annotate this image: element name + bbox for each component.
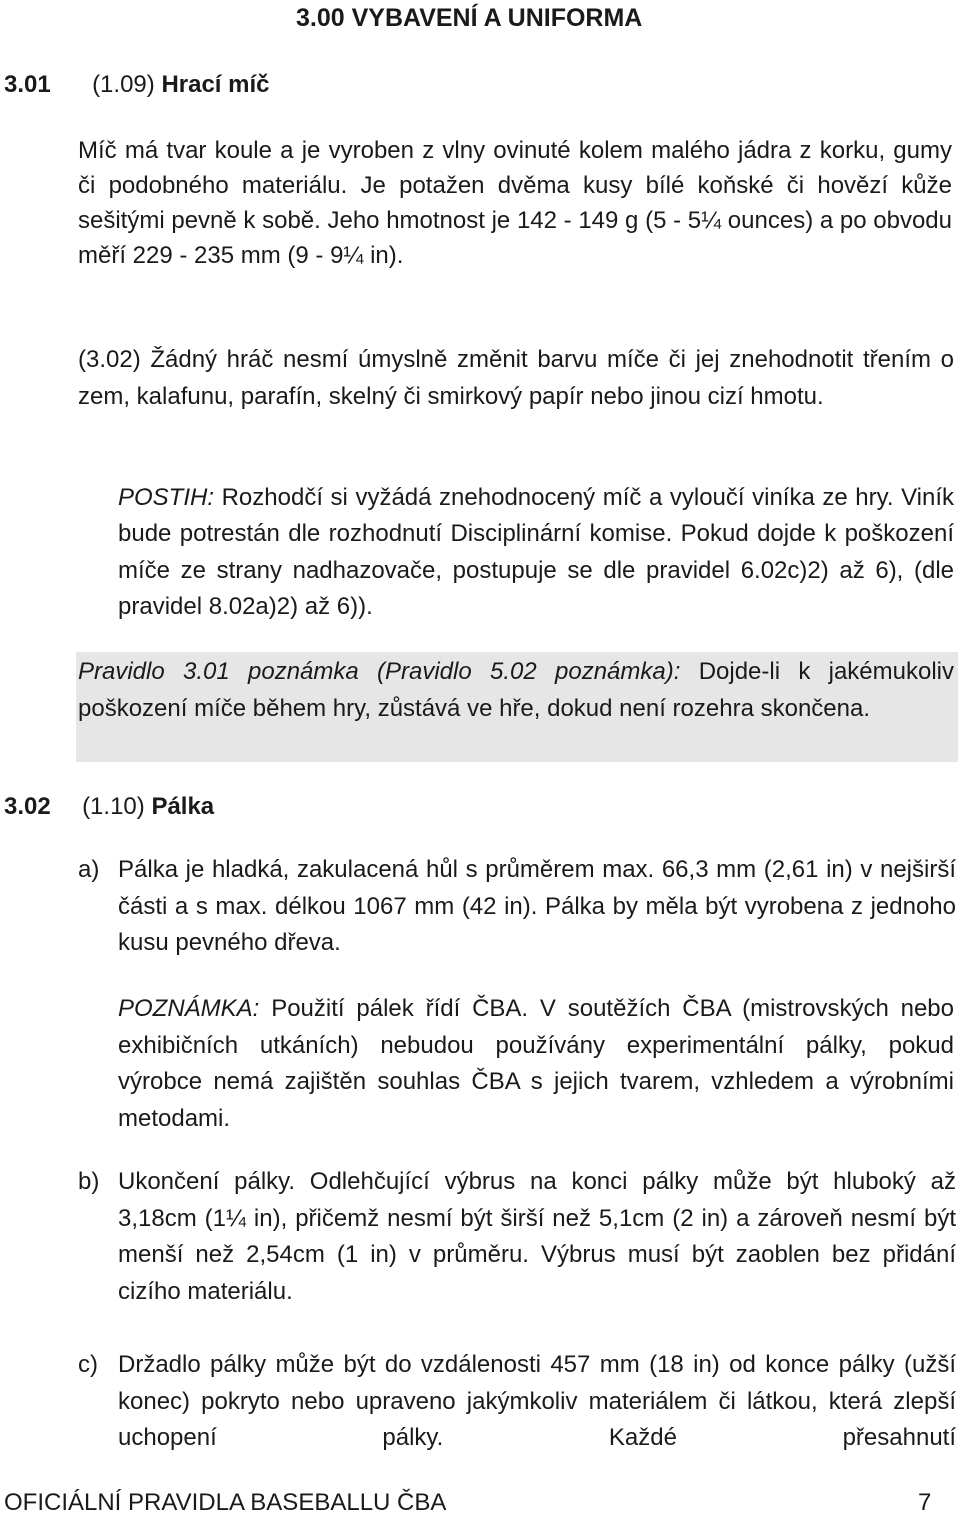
footer-title: OFICIÁLNÍ PRAVIDLA BASEBALLU ČBA xyxy=(4,1489,447,1516)
list-item-text: Pálka je hladká, zakulacená hůl s průměrem max. 66,3 mm (2,61 in) v nejširší části a s max. délkou 1067 mm (42 in). Pálka by měla být vyrobena z jednoho kusu pevného dřeva. xyxy=(118,856,956,956)
section-number: 3.01 xyxy=(4,71,51,98)
penalty-label: POSTIH: xyxy=(118,484,215,511)
list-item-text: Ukončení pálky. Odlehčující výbrus na konci pálky může být hluboký až 3,18cm (1¼ in), přičemž nesmí být širší než 5,1cm (2 in) a zároveň nesmí být menší než 2,54cm (1 in) v průměru. Výbrus musí být zaoblen bez přidání cizího materiálu. xyxy=(118,1168,956,1305)
section-ref: (1.09) xyxy=(92,71,155,98)
list-item-b xyxy=(78,1164,956,1314)
ball-description-paragraph: Míč má tvar koule a je vyroben z vlny ovinuté kolem malého jádra z korku, gumy či podobného materiálu. Je potažen dvěma kusy bílé koňské či hovězí kůže sešitými pevně k sobě. Jeho hmotnost je 142 - 149 g (5 - 5¼ ounces) a po obvodu měří 229 - 235 mm (9 - 9¼ in). xyxy=(78,137,952,269)
penalty-text: Rozhodčí si vyžádá znehodnocený míč a vyloučí viníka ze hry. Viník bude potrestán dle rozhodnutí Disciplinární komise. Pokud dojde k poškození míče ze strany nadhazovače, postupuje se dle pravidel 6.02c)2) až 6), (dle pravidel 8.02a)2) až 6)). xyxy=(118,484,955,620)
section-heading-301 xyxy=(4,71,270,99)
section-title: Hrací míč xyxy=(161,71,270,98)
section-heading-302 xyxy=(4,793,214,821)
list-letter: a) xyxy=(78,856,100,883)
list-letter: c) xyxy=(78,1351,98,1378)
section-title: Pálka xyxy=(151,793,215,820)
rule-note xyxy=(78,653,954,727)
list-item-text: Držadlo pálky může být do vzdálenosti 457 mm (18 in) od konce pálky (užší konec) pokryto nebo upraveno jakýmkoliv materiálem či látkou, která zlepší uchopení pálky. Každé přesahnutí xyxy=(118,1351,956,1451)
section-number: 3.02 xyxy=(4,793,51,820)
list-item-a xyxy=(78,852,956,964)
list-letter: b) xyxy=(78,1168,100,1195)
rule-note-box xyxy=(76,652,958,762)
bat-note-label: POZNÁMKA: xyxy=(118,995,260,1022)
bat-note-text: Použití pálek řídí ČBA. V soutěžích ČBA (mistrovských nebo exhibičních utkáních) nebudou používány experimentální pálky, pokud výrobce nemá zajištěn souhlas ČBA s jejich tvarem, vzhledem a výrobními metodami. xyxy=(118,995,954,1132)
bat-note xyxy=(118,991,954,1137)
section-ref: (1.10) xyxy=(82,793,145,820)
list-item-c xyxy=(78,1347,956,1461)
rule-note-text: Dojde-li k jakémukoliv poškození míče během hry, zůstává ve hře, dokud není rozehra skončena. xyxy=(78,658,955,722)
chapter-heading: 3.00 VYBAVENÍ A UNIFORMA xyxy=(296,4,643,32)
ball-tampering-paragraph: (3.02) Žádný hráč nesmí úmyslně změnit barvu míče či jej znehodnotit třením o zem, kalafunu, parafín, skelný či smirkový papír nebo jinou cizí hmotu. xyxy=(78,346,954,410)
page-number: 7 xyxy=(918,1489,932,1516)
rule-note-label: Pravidlo 3.01 poznámka (Pravidlo 5.02 poznámka): xyxy=(78,658,681,685)
penalty-block xyxy=(118,480,954,625)
